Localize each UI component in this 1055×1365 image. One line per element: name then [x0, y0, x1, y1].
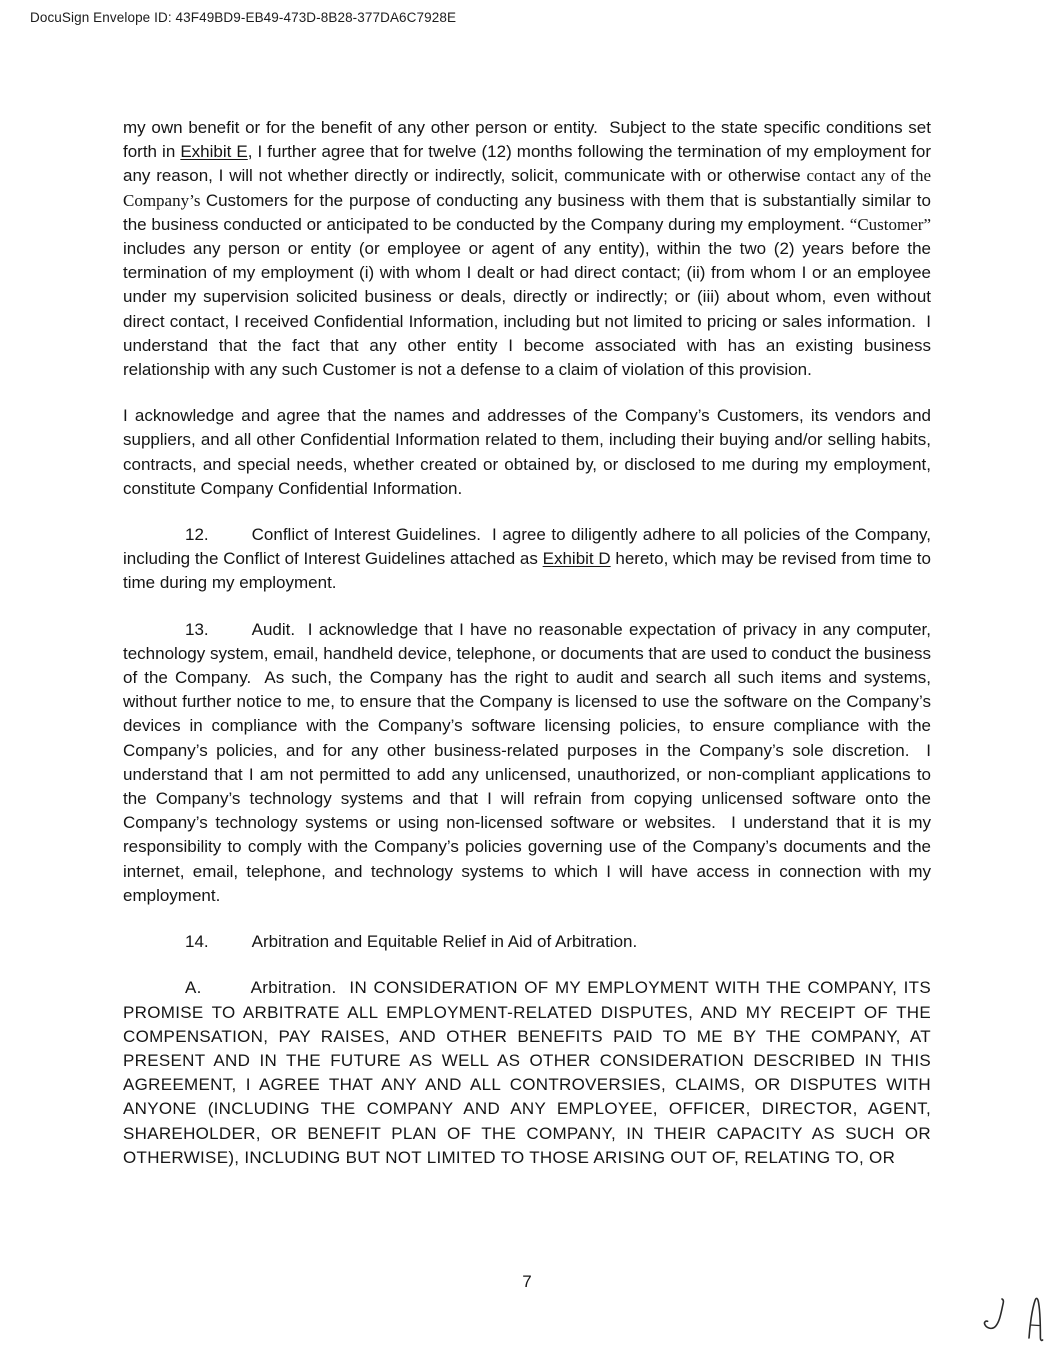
text-segment: Conflict of Interest Guidelines. I agree to diligently adhere to all policies of the Company, including the Conflict of Interest Guidelines attached as — [123, 525, 931, 569]
text-segment: I acknowledge and agree that the names and addresses of the Company’s Customers, its vendors and suppliers, and all other Confidential Information related to them, including their buying and/or selling habits, contracts, and special needs, whether created or obtained by, or disclosed to me during my employment, constitute Company Confidential Information. — [123, 406, 931, 498]
text-segment: Audit. I acknowledge that I have no reasonable expectation of privacy in any computer, technology system, email, handheld device, telephone, or documents that are used to conduct the business of the Company. As such, the Company has the right to audit and search all such items and systems, without further notice to me, to ensure that the Company is licensed to use the software on the Company’s devices in compliance with the Company’s software licensing policies, to ensure compliance with the Company’s policies, and for any other business-related purposes in the Company’s sole discretion. I understand that I am not permitted to add any unlicensed, unauthorized, or non-compliant applications to the Company’s technology systems and that I will refrain from copying unlicensed software onto the Company’s technology systems or using non-licensed software or websites. I understand that it is my responsibility to comply with the Company’s policies governing use of the Company’s documents and the internet, email, telephone, and technology systems to which I will have access in connection with my employment. — [123, 619, 931, 905]
text-segment: Arbitration. — [250, 978, 350, 998]
tab-spacer — [209, 946, 252, 947]
docusign-envelope-id: DocuSign Envelope ID: 43F49BD9-EB49-473D-8B28-377DA6C7928E — [30, 10, 457, 25]
tab-spacer — [123, 539, 185, 540]
tab-spacer — [202, 992, 251, 993]
paragraph-non-solicitation-continued — [123, 116, 931, 382]
text-segment: Exhibit D — [542, 549, 611, 569]
text-segment: my own benefit or for the benefit of any other person or entity. Subject to the state specific conditions set forth in — [123, 118, 931, 162]
paragraph-confidential-information-acknowledgement — [123, 404, 931, 501]
text-segment: “Customer” — [849, 214, 931, 234]
page-number: 7 — [522, 1272, 532, 1291]
tab-spacer — [209, 634, 252, 635]
text-segment: hereto, which may be revised from time to time during my employment. — [123, 549, 931, 593]
paragraph-section-12-conflict-of-interest — [123, 523, 931, 596]
initial-a-crossbar-stroke — [1031, 1325, 1040, 1326]
tab-spacer — [123, 992, 185, 993]
paragraph-section-13-audit — [123, 618, 931, 908]
text-segment: Arbitration and Equitable Relief in Aid of Arbitration. — [251, 932, 638, 952]
tab-spacer — [123, 634, 185, 635]
text-segment: Exhibit E — [180, 142, 248, 162]
text-segment: , I further agree that for twelve (12) months following the termination of my employment for any reason, I will not whether directly or indirectly, solicit, communicate with or otherwise — [123, 142, 931, 186]
tab-spacer — [123, 946, 185, 947]
document-body — [123, 116, 931, 1192]
paragraph-section-14a-arbitration — [123, 976, 931, 1170]
text-segment: A. — [185, 978, 202, 998]
tab-spacer — [209, 539, 252, 540]
text-segment: 13. — [185, 619, 209, 639]
text-segment: IN CONSIDERATION OF MY EMPLOYMENT WITH THE COMPANY, ITS PROMISE TO ARBITRATE ALL EMPLOYMENT-RELATED DISPUTES, AND MY RECEIPT OF THE COMPENSATION, PAY RAISES, AND OTHER BENEFITS PAID TO ME BY THE COMPANY, AT PRESENT AND IN THE FUTURE AS WELL AS OTHER CONSIDERATION DESCRIBED IN THIS AGREEMENT, I AGREE THAT ANY AND ALL CONTROVERSIES, CLAIMS, OR DISPUTES WITH ANYONE (INCLUDING THE COMPANY AND ANY EMPLOYEE, OFFICER, DIRECTOR, AGENT, SHAREHOLDER, OR BENEFIT PLAN OF THE COMPANY, IN THEIR CAPACITY AS SUCH OR OTHERWISE), INCLUDING BUT NOT LIMITED TO THOSE ARISING OUT OF, RELATING TO, OR — [123, 978, 931, 1167]
text-segment: includes any person or entity (or employee or agent of any entity), within the two (2) years before the termination of my employment (i) with whom I dealt or had direct contact; (ii) from whom I or an employee under my supervision solicited business or deals, directly or indirectly; or (iii) about whom, even without direct contact, I received Confidential Information, including but not limited to pricing or sales information. I understand that the fact that any other entity I become associated with has an existing business relationship with any such Customer is not a defense to a claim of violation of this provision. — [123, 239, 931, 380]
text-segment: 14. — [185, 932, 209, 952]
text-segment: Customers for the purpose of conducting any business with them that is substantially similar to the business conducted or anticipated to be conducted by the Company during my employment. — [123, 190, 931, 234]
initial-a-stroke — [1029, 1298, 1043, 1340]
initials-strokes — [958, 1278, 1053, 1363]
text-segment: contact any of the Company’s — [123, 166, 931, 210]
text-segment: 12. — [185, 525, 209, 545]
paragraph-section-14-arbitration-heading — [123, 930, 931, 954]
initial-j-stroke — [984, 1299, 1003, 1328]
handwritten-initials — [958, 1278, 1053, 1363]
